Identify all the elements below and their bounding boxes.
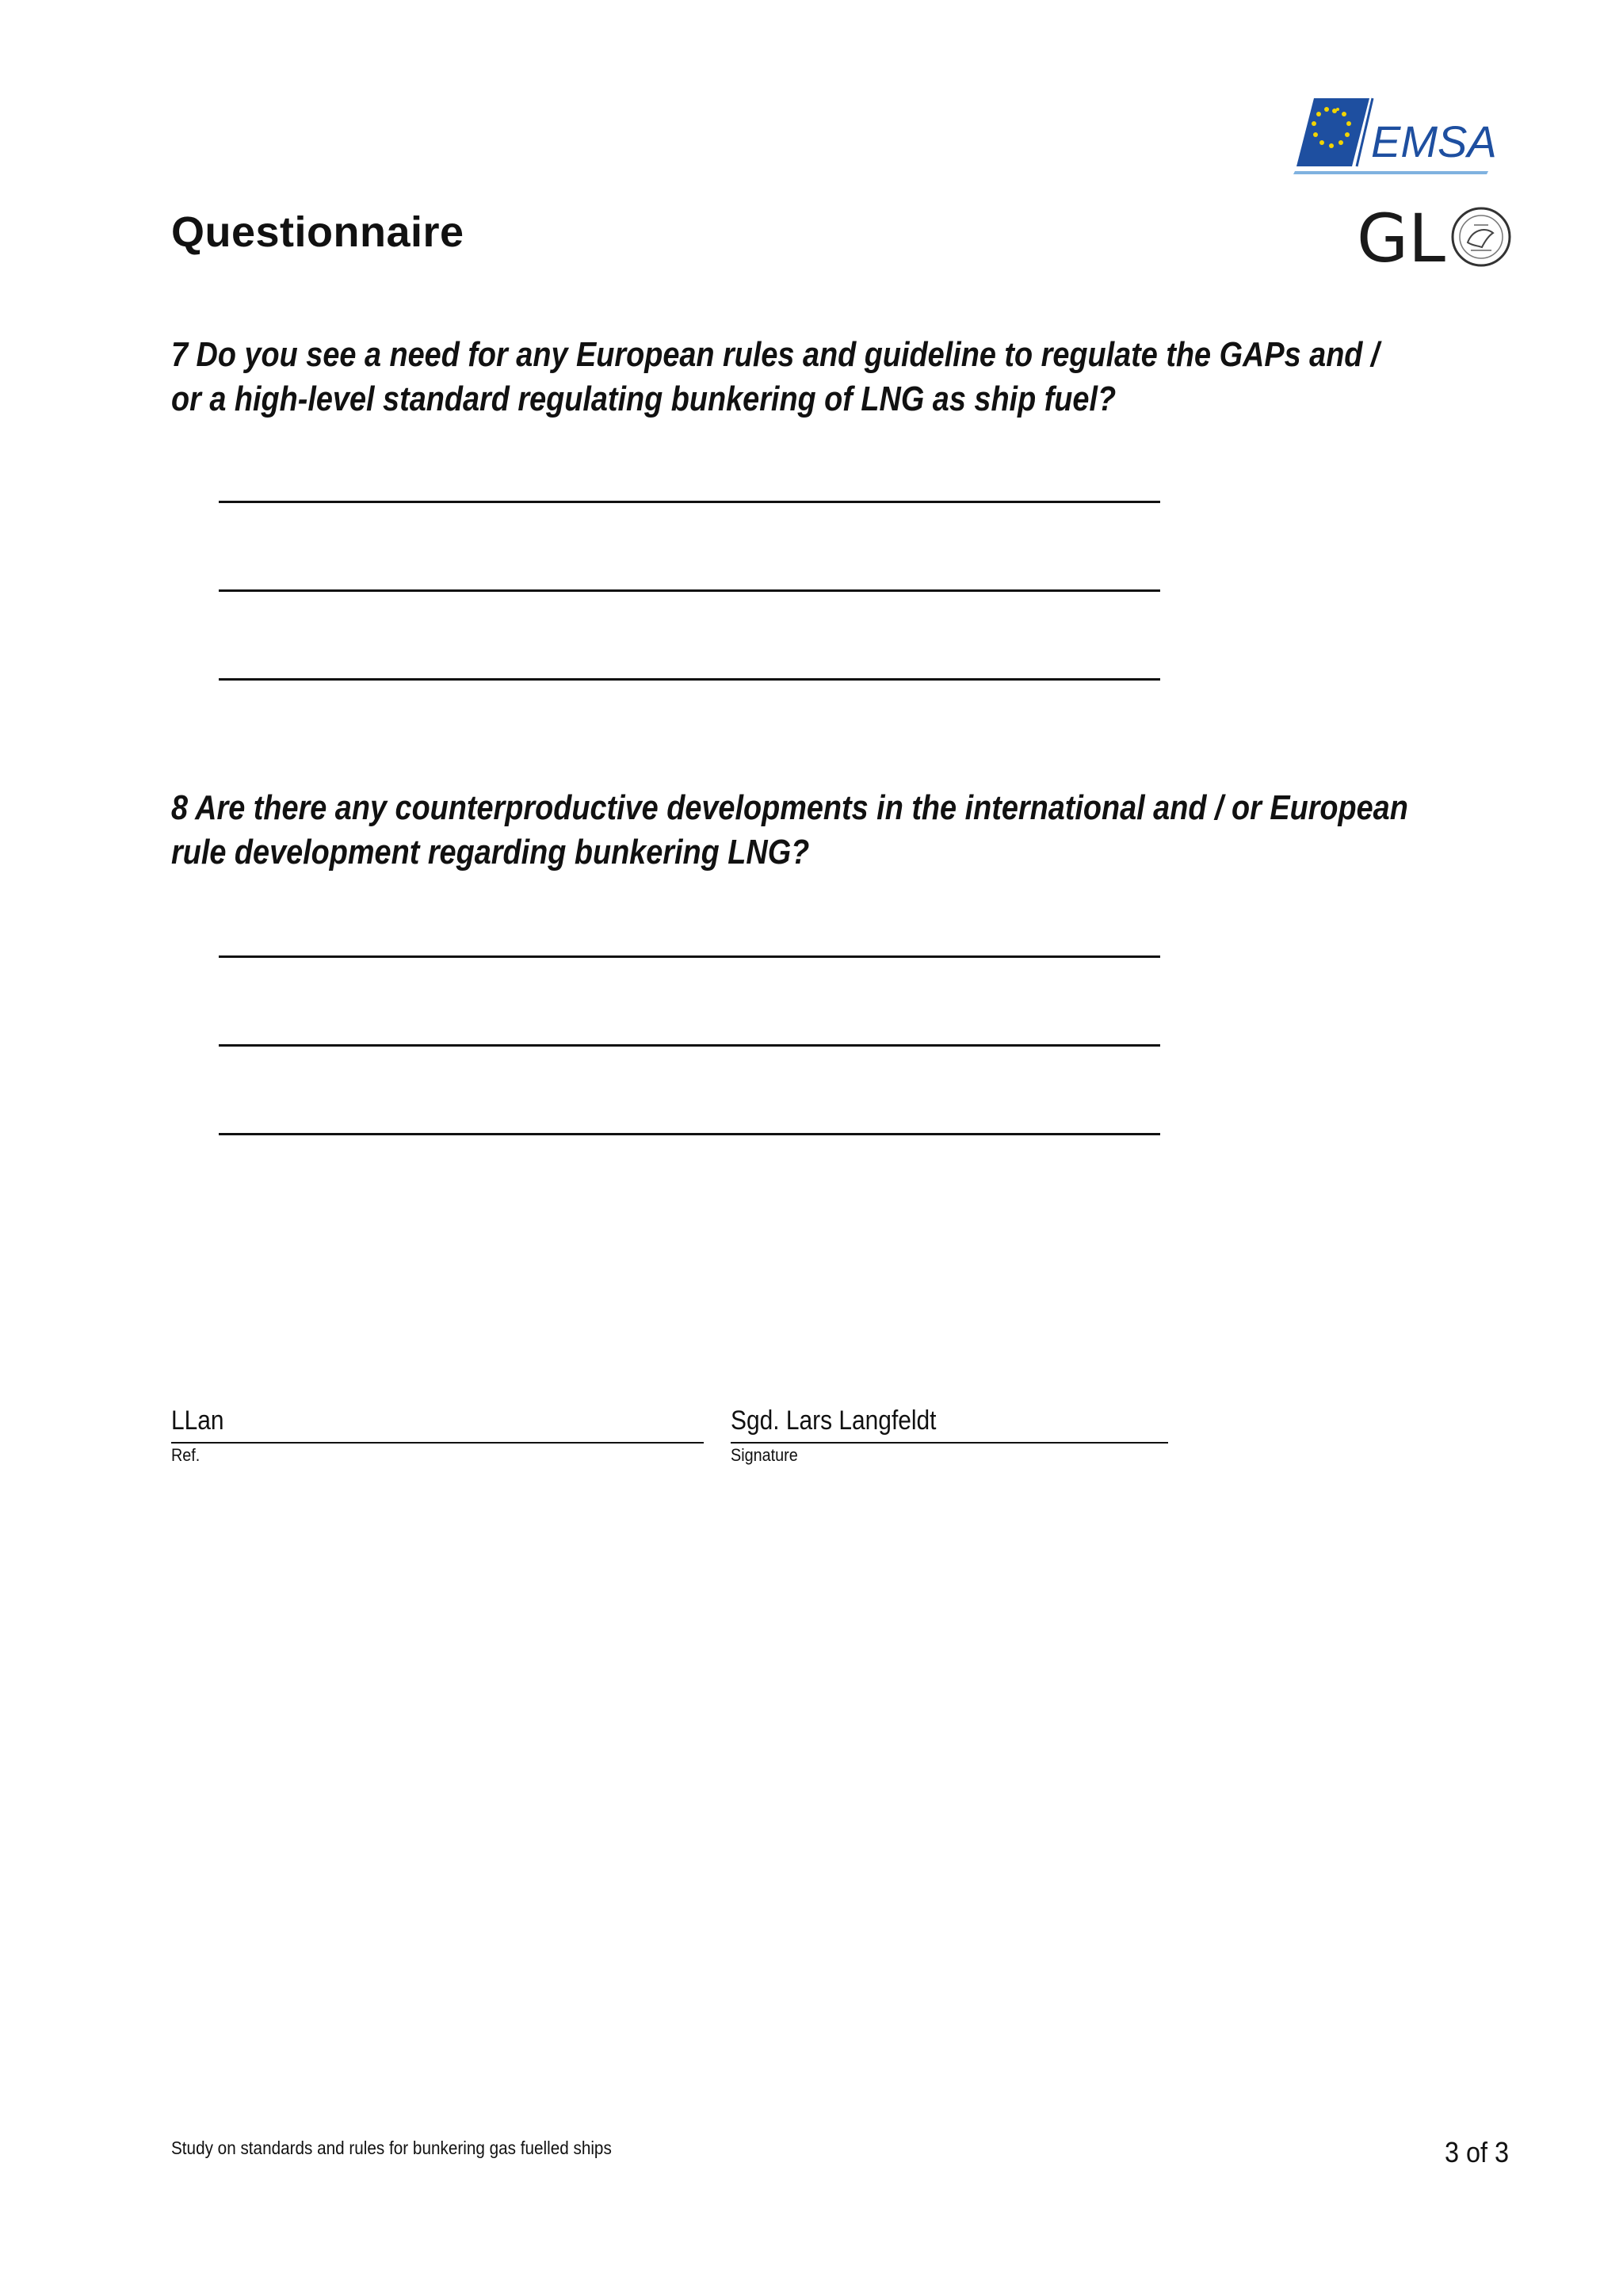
gl-logo xyxy=(1357,200,1512,277)
question-7: 7 Do you see a need for any European rules and guideline to regulate the GAPs and / or a high-level standard regulating bunkering of LNG as ship fuel? xyxy=(171,335,1380,418)
ref-label: Ref. xyxy=(171,1445,200,1465)
gl-seal-icon xyxy=(1450,206,1512,268)
ref-line xyxy=(171,1442,704,1444)
gl-logo-text: GL xyxy=(1357,200,1445,277)
answer-line[interactable] xyxy=(219,1133,1160,1135)
answer-line[interactable] xyxy=(219,955,1160,958)
question-8: 8 Are there any counterproductive developments in the international and / or European rule development regarding bunkering LNG? xyxy=(171,788,1408,871)
signature-line xyxy=(731,1442,1168,1444)
answer-line[interactable] xyxy=(219,501,1160,503)
answer-line[interactable] xyxy=(219,678,1160,681)
emsa-logo-text: EMSA xyxy=(1371,116,1497,166)
answer-line[interactable] xyxy=(219,589,1160,592)
page-title: Questionnaire xyxy=(171,208,464,256)
answer-line[interactable] xyxy=(219,1044,1160,1047)
emsa-logo xyxy=(1290,93,1510,176)
page-number: 3 of 3 xyxy=(1444,2136,1509,2168)
ref-value: LLan xyxy=(171,1405,224,1436)
signature-label: Signature xyxy=(731,1445,798,1465)
signature-value: Sgd. Lars Langfeldt xyxy=(731,1405,937,1436)
footer-study-title: Study on standards and rules for bunkering gas fuelled ships xyxy=(171,2138,612,2158)
